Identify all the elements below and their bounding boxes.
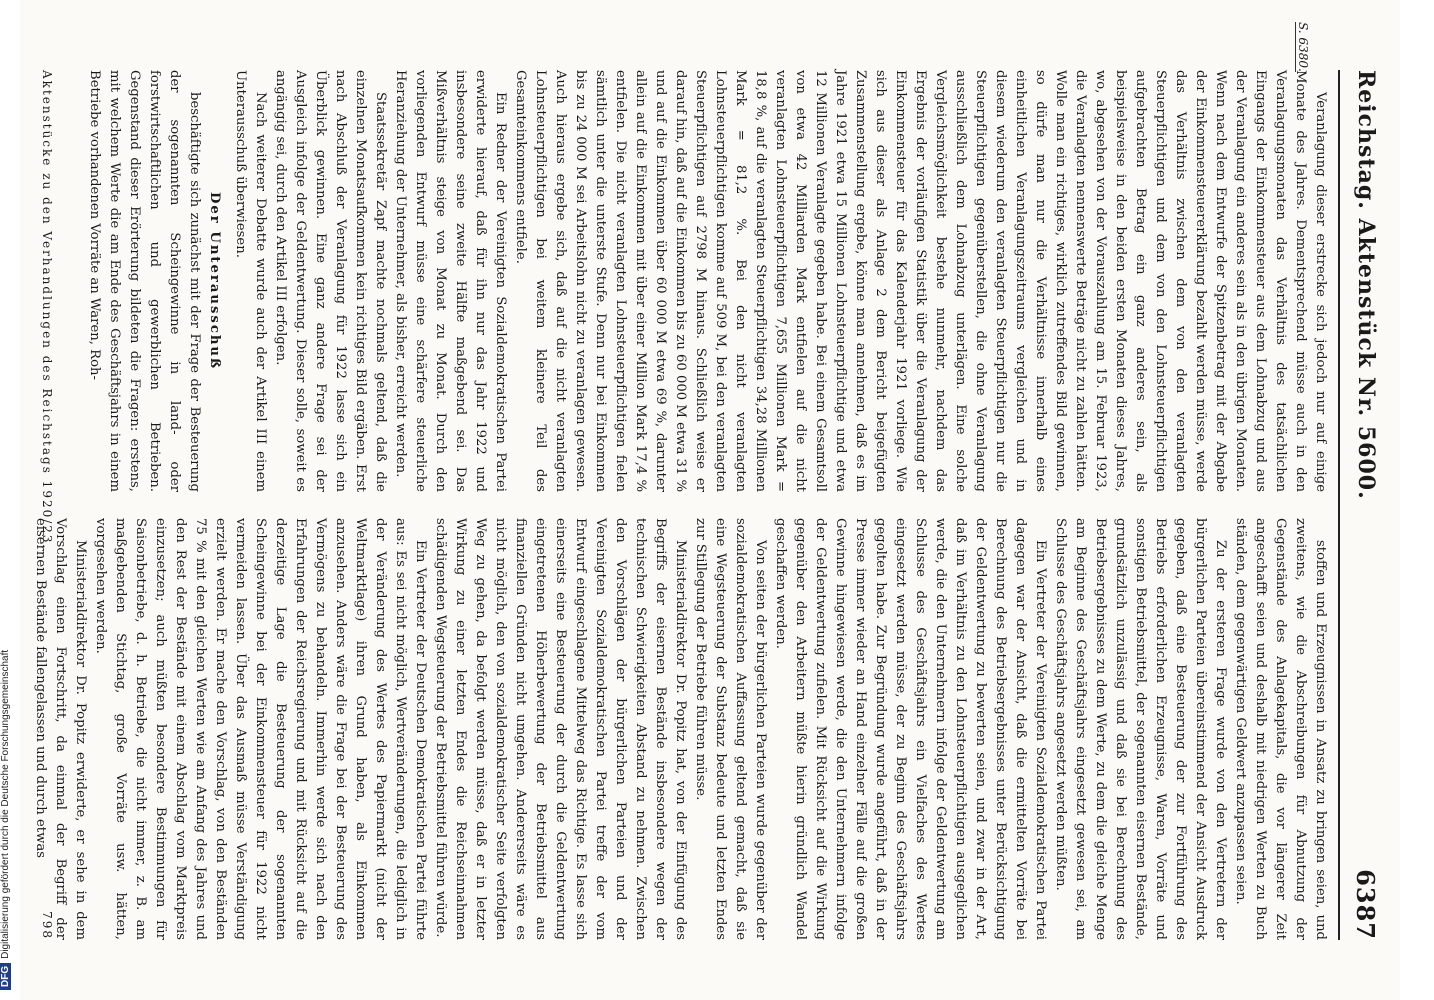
paragraph: beschäftigte sich zunächst mit der Frage der Besteuerung der sogenannten Scheingewinne in land- oder forstwirtschaftlichen und gewerblichen Betrieben. Gegenstand dieser Erörterung bildeten die Fragen: erstens, mit welchem Werte die am Ende des Geschäftsjahrs in einem Betriebe vorhandenen Vorräte an Waren, Roh- [87,70,202,492]
paragraph: Ministerialdirektor Dr. Popitz erwiderte, er sehe in dem Vorschlag einen Fortschritt, da einmal der Begriff der eisernen Bestände fallengelassen und durch etwas [33,518,88,940]
footer-number: 798 [40,911,54,940]
paragraph: Von seiten der bürgerlichen Parteien wurde gegenüber der sozialdemokratischen Auffassung geltend gemacht, daß sie eine Wegsteuerung der Substanz bedeute und letzten Endes zur Stillegung der Betriebe führen müsse. [693,518,768,940]
footer-source: Aktenstücke zu den Verhandlungen des Reichstags 1920/23. [40,70,54,551]
page-number: 6387 [1351,869,1381,940]
paragraph: Ein Vertreter der Deutschen Demokratischen Partei führte aus: Es sei nicht möglich, Wertveränderungen, die lediglich in der Veränderung des Wertes des Papiermarkt (nicht der Weltmarktlage) ihren Grund haben, als Einkommen anzusehen. Anders wäre die Frage bei der Besteuerung des Vermögens zu behandeln. Immerhin werde sich nach den Erfahrungen der Reichsregierung und mit Rücksicht auf die derzeitige Lage die Besteuerung der sogenannten Scheingewinne bei der Einkommensteuer für 1922 nicht vermeiden lassen. Über das Ausmaß müsse Verständigung erzielt werden. Er mache den Vorschlag, von den Beständen 75 % mit den gleichen Werten wie am Anfang des Jahres und den Rest der Bestände mit einem Abschlag vom Marktpreis einzusetzen; auch müßten besondere Bestimmungen für Saisonbetriebe, d. h. Betriebe, die nicht immer, z. B. am maßgebenden Stichtag, große Vorräte usw. hätten, vorgesehen werden. [93,518,428,940]
page-header [1346,70,1386,940]
margin-reference: S. 6380. [1296,22,1310,72]
funding-text: Digitalisierung gefördert durch die Deutsche Forschungsgemeinschaft [0,649,11,959]
digitization-note [0,0,14,1000]
paragraph: Veranlagung dieser erstrecke sich jedoch nur auf einige Monate des Jahres. Dementsprechend müsse auch in den Veranlagungsmonaten das Verhältnis des tatsächlichen Eingangs der Einkommensteuer aus dem Lohnabzug und aus der Veranlagung ein anderes sein als in den übrigen Monaten. Wenn nach dem Entwurfe der Spitzenbetrag mit der Abgabe der Einkommensteuererklärung bezahlt werden müsse, werde das Verhältnis zwischen dem von den veranlagten Steuerpflichtigen und dem von den Lohnsteuerpflichtigen aufgebrachten Betrag ein ganz anderes sein, als beispielsweise in den beiden ersten Monaten dieses Jahres, wo, abgesehen von der Vorauszahlung am 15. Februar 1923, die Veranlagten nennenswerte Beträge nicht zu zahlen hätten. Wolle man ein richtiges, wirklich zutreffendes Bild gewinnen, so dürfe man nur die Verhältnisse innerhalb eines einheitlichen Veranlagungszeitraums vergleichen und in diesem wiederum den veranlagten Steuerpflichtigen nur die Steuerpflichtigen gegenüberstellen, die ohne Veranlagung ausschließlich dem Lohnabzug unterlägen. Eine solche Vergleichsmöglichkeit bestehe nunmehr, nachdem das Ergebnis der vorläufigen Statistik über die Veranlagung der Einkommensteuer für das Kalenderjahr 1921 vorliege. Wie sich aus dieser als Anlage 2 dem Bericht beigefügten Zusammenstellung ergebe, könne man annehmen, daß es im Jahre 1921 etwa 15 Millionen Lohnsteuerpflichtige und etwa 12 Millionen Veranlagte gegeben habe. Bei einem Gesamtsoll von etwa 42 Milliarden Mark entfielen auf die nicht veranlagten Lohnsteuerpflichtigen 7,655 Millionen Mark = 18,8 %, auf die veranlagten Steuerpflichtigen 34,28 Millionen Mark = 81,2 %. Bei den nicht veranlagten Lohnsteuerpflichtigen komme auf 509 M, bei den veranlagten Steuerpflichtigen auf 2798 M hinaus. Schließlich weise er darauf hin, daß auf die Einkommen bis zu 60 000 M etwa 31 % und auf die Einkommen über 60 000 M etwa 69 %, darunter allein auf die Einkommen mit über einer Million Mark 17,4 % entfielen. Die nicht veranlagten Lohnsteuerpflichtigen fielen sämtlich unter die unterste Stufe. Denn nur bei Einkommen bis zu 24 000 M sei Arbeitslohn nicht zu veranlagen gewesen. Auch hieraus ergebe sich, daß auf die nicht veranlagten Lohnsteuerpflichtigen bei weitem kleinere Teil des Gesamteinkommens entfiele. [513,70,1328,493]
paragraph: stoffen und Erzeugnissen in Ansatz zu bringen seien, und zweitens, wie die Abschreibungen für Abnutzung der Gegenstände des Anlagekapitals, die vor längerer Zeit angeschafft seien und deshalb mit niedrigen Werten zu Buch ständen, dem gegenwärtigen Geldwert anzupassen seien. [1233,518,1328,940]
page-footer [40,70,54,940]
document-page [20,0,1400,1000]
paragraph: Zu der ersteren Frage wurde von den Vertretern der bürgerlichen Parteien übereinstimmend der Ansicht Ausdruck gegeben, daß eine Besteuerung der zur Fortführung des Betriebs erforderlichen Erzeugnisse, Waren, Vorräte und sonstigen Betriebsmittel, der sogenannten eisernen Bestände, grundsätzlich unzulässig und daß sie bei Berechnung des Betriebsergebnisses zu dem Werte, zu dem die gleiche Menge am Beginne des Geschäftsjahrs eingesetzt gewesen sei, am Schlusse des Geschäftsjahrs angesetzt werden müßten. [1053,518,1228,940]
digitization-note-text [0,650,11,990]
dfg-logo: DFG [0,963,11,990]
header-title: Reichstag. Aktenstück Nr. 5600. [1353,70,1379,500]
paragraph: Ein Redner der Vereinigten Sozialdemokratischen Partei erwiderte hierauf, daß für ihn nur das Jahr 1922 und insbesondere seine zweite Hälfte maßgebend sei. Das Mißverhältnis steige von Monat zu Monat. Durch den vorliegenden Entwurf müsse eine schärfere steuerliche Heranziehung der Unternehmer, als bisher, erreicht werden. [393,70,508,492]
paragraph: Staatssekretär Zapf machte nochmals geltend, daß die einzelnen Monatsaufkommen kein richtiges Bild ergäben. Erst nach Abschluß der Veranlagung für 1922 lasse sich ein Überblick gewinnen. Eine ganz andere Frage sei der Ausgleich infolge der Geldentwertung. Dieser solle, soweit es angängig sei, durch den Artikel III erfolgen. [273,70,388,492]
paragraph: Ministerialdirektor Dr. Popitz hat, von der Einfügung des Begriffs der eisernen Bestände insbesondere wegen der technischen Schwierigkeiten Abstand zu nehmen. Zwischen den Vorschlägen der bürgerlichen Parteien und der Vereinigten Sozialdemokratischen Partei treffe der vom Entwurf eingeschlagene Mittelweg das Richtige. Es lasse sich einerseits eine Besteuerung der durch die Geldentwertung eingetretenen Höherbewertung der Betriebsmittel aus finanziellen Gründen nicht umgehen. Andererseits wäre es nicht möglich, den von sozialdemokratischer Seite verfolgten Weg zu gehen, da befolgt werden müsse, daß er in letzter Wirkung zu einer letzten Endes die Reichseinnahmen schädigenden Wegsteuerung der Betriebsmittel führen würde. [433,518,688,940]
section-heading: Der Unterausschuß [207,191,222,371]
text-column-left [80,70,1330,492]
paragraph: Nach weiterer Debatte wurde auch der Artikel III einem Unterausschuß überwiesen. [233,70,268,492]
header-rule [1338,70,1340,940]
paragraph: Ein Vertreter der Vereinigten Sozialdemokratischen Partei dagegen war der Ansicht, daß die ermittelten Vorräte bei Berechnung des Betriebsergebnisses unter Berücksichtigung der Geldentwertung zu bewerten seien, und zwar in der Art, daß im Verhältnis zu den Lohnsteuerpflichtigen ausgeglichen werde, die den Unternehmern infolge der Geldentwertung am Schlusse des Geschäftsjahrs ein Vielfaches des Wertes eingesetzt werden müsse, der zu Beginn des Geschäftsjahrs gegolten habe. Zur Begründung wurde angeführt, daß in der Presse immer wieder an Hand einzelner Fälle auf die großen Gewinne hingewiesen werde, die den Unternehmern infolge der Geldentwertung zufielen. Mit Rücksicht auf die Wirkung gegenüber den Arbeitern müßte hierin gründlich Wandel geschaffen werden. [773,518,1048,940]
